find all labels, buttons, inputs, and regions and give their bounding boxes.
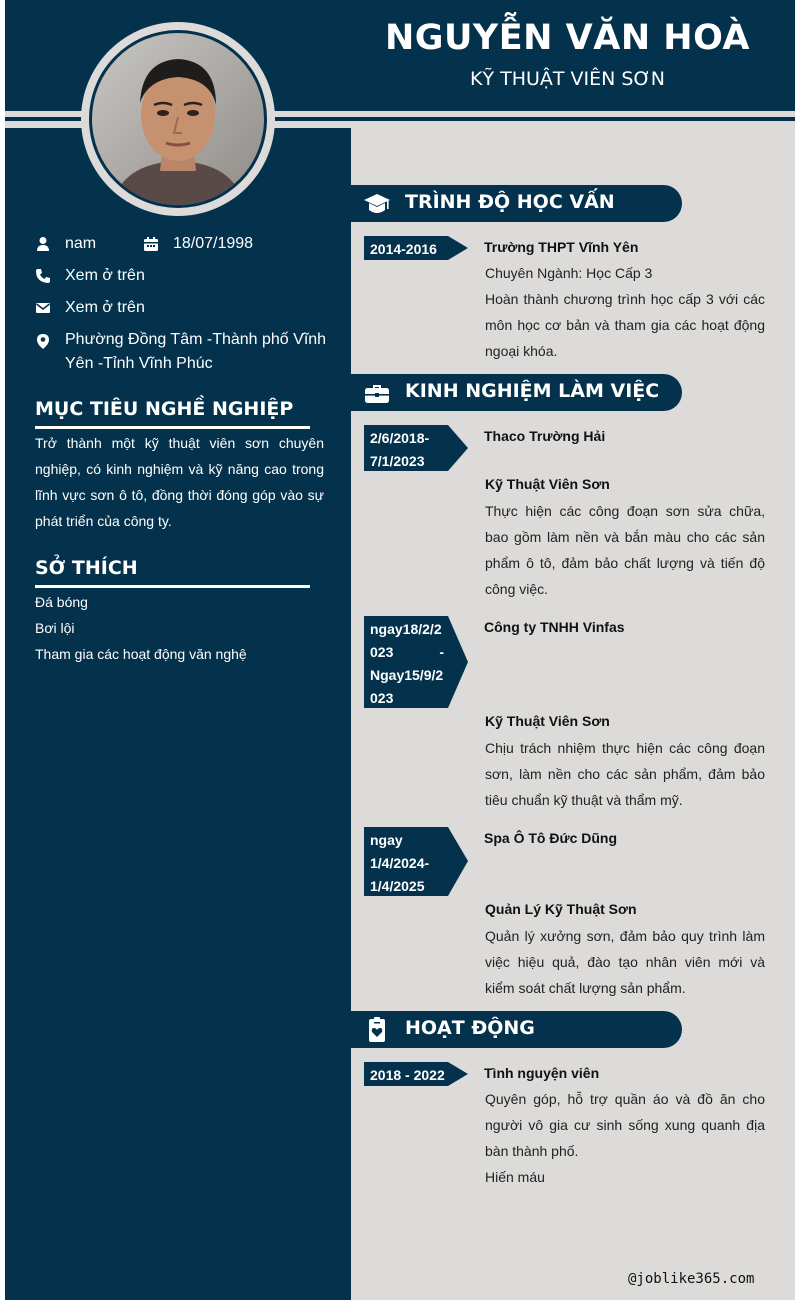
experience-date-tag: [364, 425, 468, 471]
objective-text: Trở thành một kỹ thuật viên sơn chuyên nghiệp, có kinh nghiệm và kỹ năng cao trong lĩnh vực sơn ô tô, đồng thời đóng góp vào sự phát triển của công ty.: [35, 435, 324, 529]
experience-date: ngay18/2/2023 - Ngay15/9/2023: [370, 621, 444, 706]
activity-description: Quyên góp, hỗ trợ quần áo và đồ ăn cho người vô gia cư sinh sống xung quanh địa bàn thành phố.: [485, 1091, 765, 1159]
cv-page: [5, 0, 795, 1300]
education-date: 2014-2016: [370, 241, 437, 257]
experience-date: 2/6/2018-7/1/2023: [370, 430, 430, 469]
experience-company: Công ty TNHH Vinfas: [484, 619, 625, 635]
experience-company: Thaco Trường Hải: [484, 428, 606, 444]
education-heading: TRÌNH ĐỘ HỌC VẤN: [405, 191, 615, 213]
hobby-item: Tham gia các hoạt động văn nghệ: [35, 646, 247, 662]
hobby-item: Bơi lội: [35, 620, 75, 636]
address-row: [35, 328, 335, 376]
address-line-1: Phường Đồng Tâm -Thành phố Vĩnh: [65, 331, 327, 348]
experience-company: Spa Ô Tô Đức Dũng: [484, 830, 618, 846]
experience-position: Quản Lý Kỹ Thuật Sơn: [485, 901, 637, 917]
phone-row: [35, 264, 325, 288]
activities-section-header: [351, 1011, 682, 1048]
calendar-icon: [143, 236, 159, 252]
hobby-item: Đá bóng: [35, 594, 88, 610]
gender-value: nam: [65, 235, 97, 252]
map-pin-icon: [35, 333, 51, 349]
envelope-icon: [35, 300, 51, 316]
experience-description: Quản lý xưởng sơn, đảm bảo quy trình làm việc hiệu quả, đào tạo nhân viên mới và kiểm soát chất lượng sản phẩm.: [485, 928, 765, 996]
education-date-tag: [364, 236, 468, 260]
address-line-2: Yên -Tỉnh Vĩnh Phúc: [65, 355, 213, 372]
email-value: Xem ở trên: [65, 299, 145, 316]
phone-value: Xem ở trên: [65, 267, 145, 284]
activity-date-tag: [364, 1062, 468, 1086]
experience-date-tag: [364, 827, 468, 896]
avatar-photo: [92, 33, 264, 205]
experience-section-header: [351, 374, 682, 411]
birthday-value: 18/07/1998: [173, 235, 254, 252]
hobbies-heading: SỞ THÍCH: [35, 557, 310, 588]
avatar: [89, 30, 267, 208]
education-major: Chuyên Ngành: Học Cấp 3: [485, 265, 653, 281]
user-icon: [35, 236, 51, 252]
activity-title: Tình nguyện viên: [484, 1065, 600, 1081]
experience-date: ngay 1/4/2024-1/4/2025: [370, 832, 430, 894]
experience-position: Kỹ Thuật Viên Sơn: [485, 476, 610, 492]
activity-date: 2018 - 2022: [370, 1067, 445, 1083]
candidate-name: NGUYỄN VĂN HOÀ: [384, 18, 750, 58]
phone-icon: [35, 268, 51, 284]
candidate-job-title: KỸ THUẬT VIÊN SƠN: [469, 68, 666, 90]
experience-heading: KINH NGHIỆM LÀM VIỆC: [405, 380, 660, 402]
education-description: Hoàn thành chương trình học cấp 3 với các môn học cơ bản và tham gia các hoạt động ngoại khóa.: [485, 291, 765, 359]
experience-date-tag: [364, 616, 468, 708]
id-badge-icon: [363, 1016, 391, 1044]
gender-row: [35, 232, 155, 256]
briefcase-icon: [363, 379, 391, 407]
experience-description: Thực hiện các công đoạn sơn sửa chữa, bao gồm làm nền và bắn màu cho các sản phẩm ô tô, đảm bảo chất lượng và tiến độ công việc.: [485, 503, 765, 597]
education-school: Trường THPT Vĩnh Yên: [484, 239, 639, 255]
experience-description: Chịu trách nhiệm thực hiện các công đoạn sơn, làm nền cho các sản phẩm, đảm bảo tiêu chuẩn kỹ thuật và thẩm mỹ.: [485, 740, 765, 808]
activities-heading: HOẠT ĐỘNG: [405, 1017, 535, 1039]
objective-heading: MỤC TIÊU NGHỀ NGHIỆP: [35, 398, 310, 429]
graduation-cap-icon: [363, 190, 391, 218]
activity-extra: Hiến máu: [485, 1169, 545, 1185]
email-row: [35, 296, 325, 320]
education-section-header: [351, 185, 682, 222]
watermark: @joblike365.com: [628, 1271, 755, 1287]
experience-position: Kỹ Thuật Viên Sơn: [485, 713, 610, 729]
birthday-row: [143, 232, 323, 256]
